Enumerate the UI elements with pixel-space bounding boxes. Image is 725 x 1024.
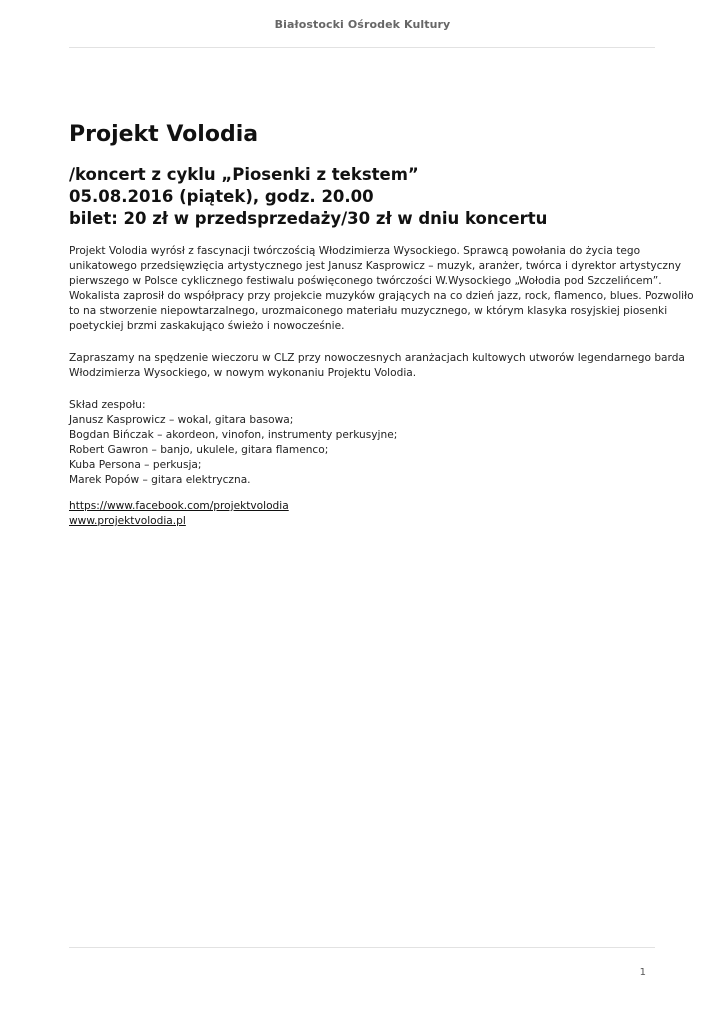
paragraph-line: unikatowego przedsięwzięcia artystycznego jest Janusz Kasprowicz – muzyk, aranżer, twórca i dyrektor artystyczny	[69, 260, 681, 272]
paragraph-line: to na stworzenie niepowtarzalnego, urozmaiconego materiału muzycznego, w którym klasyka rosyjskiej piosenki	[69, 305, 668, 317]
intro-paragraph	[69, 244, 694, 334]
facebook-link[interactable]: https://www.facebook.com/projektvolodia	[69, 500, 289, 512]
band-member: Kuba Persona – perkusja;	[69, 459, 202, 471]
band-lineup	[69, 398, 655, 488]
band-member: Marek Popów – gitara elektryczna.	[69, 474, 251, 486]
header-organization-name: Białostocki Ośrodek Kultury	[274, 18, 451, 31]
paragraph-line: Wokalista zaprosił do współpracy przy projekcie muzyków grających na co dzień jazz, rock, flamenco, blues. Pozwoliło	[69, 290, 694, 302]
article	[69, 120, 694, 529]
paragraph-line: poetyckiej brzmi zaskakująco świeżo i nowocześnie.	[69, 320, 345, 332]
paragraph-line: Projekt Volodia wyrósł z fascynacji twórczością Włodzimierza Wysockiego. Sprawcą powołania do życia tego	[69, 245, 641, 257]
event-details	[69, 164, 655, 230]
band-heading: Skład zespołu:	[69, 399, 146, 411]
page-number: 1	[639, 967, 646, 978]
concert-series-line: /koncert z cyklu „Piosenki z tekstem”	[69, 165, 419, 184]
website-link[interactable]: www.projektvolodia.pl	[69, 515, 186, 527]
band-member: Bogdan Bińczak – akordeon, vinofon, instrumenty perkusyjne;	[69, 429, 398, 441]
external-links	[69, 499, 655, 529]
band-member: Janusz Kasprowicz – wokal, gitara basowa;	[69, 414, 294, 426]
paragraph-line: Zapraszamy na spędzenie wieczoru w CLZ przy nowoczesnych aranżacjach kultowych utworów legendarnego barda	[69, 352, 685, 364]
ticket-price-line: bilet: 20 zł w przedsprzedaży/30 zł w dniu koncertu	[69, 209, 548, 228]
event-date-line: 05.08.2016 (piątek), godz. 20.00	[69, 187, 374, 206]
paragraph-line: Włodzimierza Wysockiego, w nowym wykonaniu Projektu Volodia.	[69, 367, 417, 379]
paragraph-line: pierwszego w Polsce cyklicznego festiwalu poświęconego twórczości W.Wysockiego „Wołodia pod Szczelińcem”.	[69, 275, 662, 287]
band-member: Robert Gawron – banjo, ukulele, gitara flamenco;	[69, 444, 329, 456]
footer-divider	[69, 947, 655, 948]
invitation-paragraph	[69, 351, 685, 381]
article-title: Projekt Volodia	[69, 122, 259, 147]
header-divider	[69, 47, 655, 48]
